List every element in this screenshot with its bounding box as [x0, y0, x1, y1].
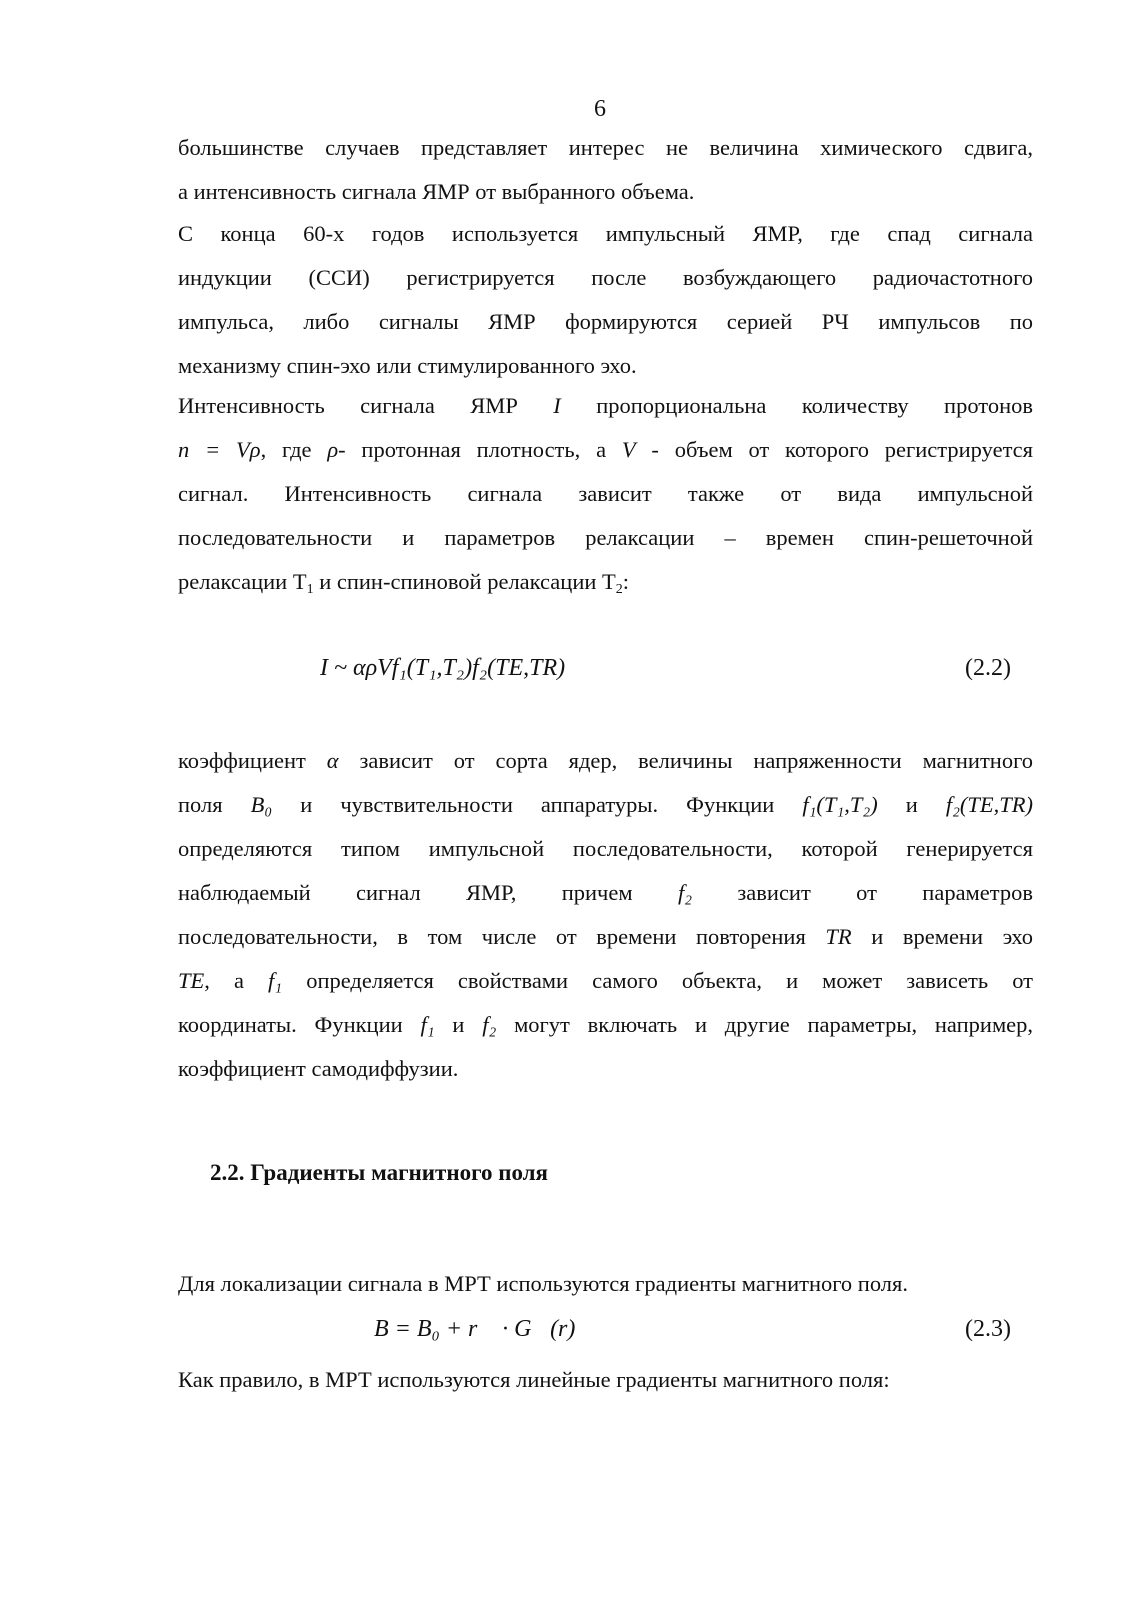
text-fragment: и чувствительности аппаратуры. Функции — [300, 792, 775, 817]
text-line: Для локализации сигнала в МРТ используются градиенты магнитного поля. — [178, 1271, 908, 1296]
text-line — [178, 428, 1033, 472]
text-fragment: и — [905, 792, 918, 817]
text-line — [178, 739, 1033, 783]
text-fragment: зависит от параметров — [737, 880, 1034, 905]
text-fragment: и времени эхо — [871, 924, 1034, 949]
symbol-volume: V — [621, 437, 636, 462]
symbol-f2: f₂ — [482, 1012, 497, 1037]
subscript: 2 — [615, 582, 623, 597]
symbol-rho: ρ — [327, 437, 339, 462]
text-fragment: могут включать и другие параметры, например, — [514, 1012, 1034, 1037]
text-fragment: - объем от которого регистрируется — [651, 437, 1034, 462]
text-fragment: поля — [178, 792, 223, 817]
text-fragment: - протонная плотность, а — [338, 437, 607, 462]
text-fragment: последовательности, в том числе от времени повторения — [178, 924, 806, 949]
text-line: определяются типом импульсной последовательности, которой генерируется — [178, 836, 1033, 861]
text-line — [178, 915, 1033, 959]
text-fragment: наблюдаемый сигнал ЯМР, причем — [178, 880, 633, 905]
text-line — [178, 959, 1033, 1003]
symbol-f1: f₁ — [268, 968, 283, 993]
function-f2: f₂(TE,TR) — [945, 792, 1034, 817]
paragraph-continuation — [178, 126, 1033, 214]
paragraph-linear-gradients — [178, 1358, 1033, 1402]
symbol-intensity: I — [553, 393, 561, 418]
text-fragment: пропорциональна количеству протонов — [596, 393, 1033, 418]
text-line: Как правило, в МРТ используются линейные градиенты магнитного поля: — [178, 1367, 890, 1392]
symbol-tr: TR — [825, 924, 852, 949]
text-line: а интенсивность сигнала ЯМР от выбранного объема. — [178, 179, 695, 204]
symbol-f2: f₂ — [677, 880, 693, 905]
paragraph-intensity — [178, 384, 1033, 612]
text-fragment: и — [452, 1012, 465, 1037]
paragraph-gradients — [178, 1262, 1033, 1306]
subscript: 1 — [306, 582, 314, 597]
text-fragment: релаксации T — [178, 569, 307, 594]
text-fragment: коэффициент — [178, 748, 306, 773]
equation-number: (2.2) — [965, 655, 1011, 681]
text-fragment: , а — [204, 968, 244, 993]
text-fragment: : — [622, 569, 630, 594]
text-fragment: определяется свойствами самого объекта, и может зависеть от — [306, 968, 1033, 993]
text-fragment: , где — [260, 437, 312, 462]
equation-formula: I ~ αρVf₁(T₁,T₂)f₂(TE,TR) — [320, 655, 566, 681]
symbol-f1: f₁ — [420, 1012, 435, 1037]
equation-number: (2.3) — [965, 1316, 1011, 1342]
section-heading: 2.2. Градиенты магнитного поля — [210, 1160, 549, 1185]
text-line — [178, 1003, 1033, 1047]
symbol-te: TE — [178, 968, 205, 993]
text-fragment: зависит от сорта ядер, величины напряженности магнитного — [359, 748, 1034, 773]
paragraph-pulsed-nmr — [178, 212, 1033, 388]
text-line: механизму спин-эхо или стимулированного эхо. — [178, 353, 637, 378]
formula-proton-count: n = Vρ — [178, 437, 261, 462]
text-line: коэффициент самодиффузии. — [178, 1056, 459, 1081]
text-fragment: и спин-спиновой релаксации T — [313, 569, 616, 594]
text-line — [178, 560, 1033, 612]
text-line: последовательности и параметров релаксации – времен спин-решеточной — [178, 525, 1033, 550]
equation-formula: B = B₀ + r⃗ · G⃗(r) — [374, 1316, 576, 1342]
text-line: С конца 60-х годов используется импульсный ЯМР, где спад сигнала — [178, 221, 1033, 246]
paragraph-coefficient — [178, 739, 1033, 1091]
text-line: сигнал. Интенсивность сигнала зависит также от вида импульсной — [178, 481, 1033, 506]
text-fragment: координаты. Функции — [178, 1012, 403, 1037]
text-line: большинстве случаев представляет интерес не величина химического сдвига, — [178, 135, 1033, 160]
function-f1: f₁(T₁,T₂) — [802, 792, 878, 817]
page-number: 6 — [594, 96, 606, 122]
text-line — [178, 384, 1033, 428]
text-line — [178, 871, 1033, 915]
text-line: импульса, либо сигналы ЯМР формируются серией РЧ импульсов по — [178, 309, 1033, 334]
text-line: индукции (ССИ) регистрируется после возбуждающего радиочастотного — [178, 265, 1033, 290]
symbol-alpha: α — [326, 748, 339, 773]
symbol-b0: B₀ — [250, 792, 273, 817]
text-line — [178, 783, 1033, 827]
text-fragment: Интенсивность сигнала ЯМР — [178, 393, 518, 418]
